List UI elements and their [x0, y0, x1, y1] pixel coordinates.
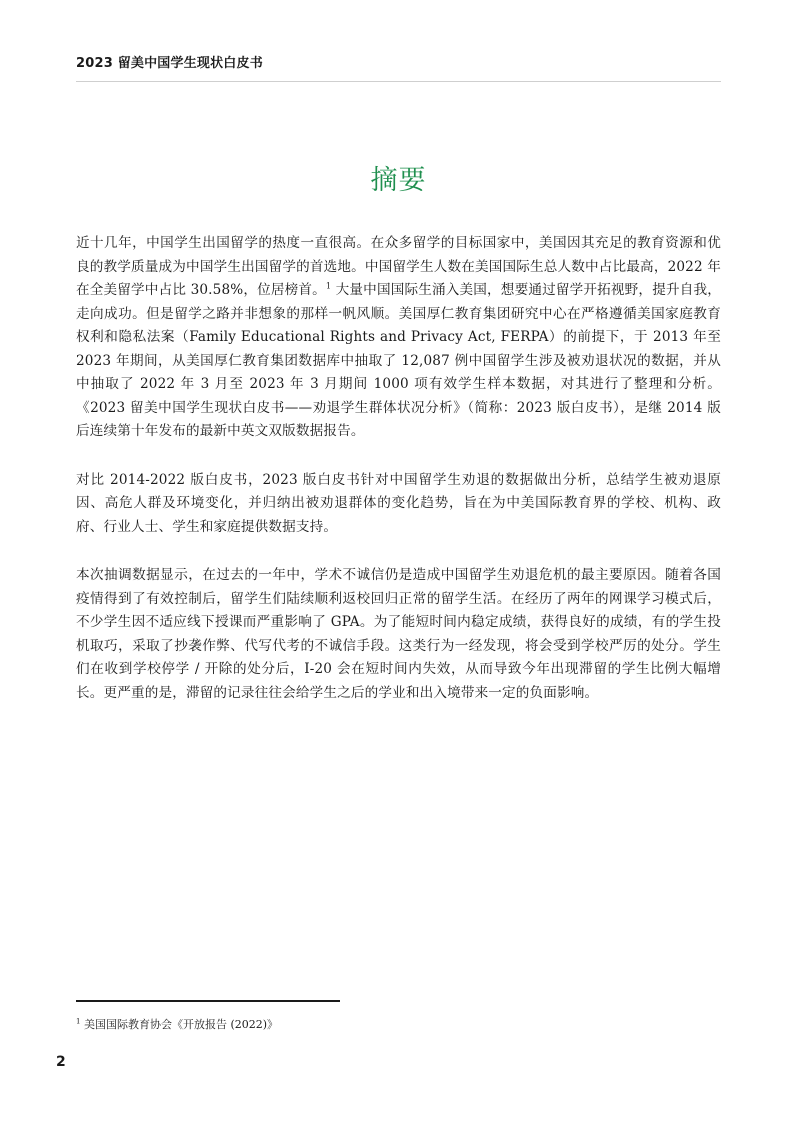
- body-text: [76, 232, 721, 730]
- paragraph-intro-part-a: 近十几年，中国学生出国留学的热度一直很高。在众多留学的目标国家中，美国因其充足的教育资源和优良的教学质量成为中国学生出国留学的首选地。中国留学生人数在美国国际生总人数中占比最高，2022 年在全美留学中占比 30.58%，位居榜首。: [76, 235, 721, 298]
- page-number: 2: [56, 1054, 66, 1070]
- paragraph-comparison: 对比 2014-2022 版白皮书，2023 版白皮书针对中国留学生劝退的数据做出分析，总结学生被劝退原因、高危人群及环境变化，并归纳出被劝退群体的变化趋势，旨在为中美国际教育界的学校、机构、政府、行业人士、学生和家庭提供数据支持。: [76, 471, 721, 535]
- running-header: 2023 留美中国学生现状白皮书: [76, 56, 263, 71]
- footnote-divider: [76, 1000, 340, 1002]
- header-divider: [76, 81, 721, 82]
- paragraph-findings: 本次抽调数据显示，在过去的一年中，学术不诚信仍是造成中国留学生劝退危机的最主要原因。随着各国疫情得到了有效控制后，留学生们陆续顺利返校回归正常的留学生活。在经历了两年的网课学习模式后，不少学生因不适应线下授课而严重影响了 GPA。为了能短时间内稳定成绩，获得良好的成绩，有的学生投机取巧，采取了抄袭作弊、代写代考的不诚信手段。这类行为一经发现，将会受到学校严厉的处分。学生们在收到学校停学 / 开除的处分后，I-20 会在短时间内失效，从而导致今年出现滞留的学生比例大幅增长。更严重的是，滞留的记录往往会给学生之后的学业和出入境带来一定的负面影响。: [76, 567, 721, 701]
- footnote-marker: 1: [76, 1017, 81, 1026]
- footnote-reference[interactable]: 1: [325, 281, 332, 291]
- paragraph-intro-part-b: 大量中国国际生涌入美国，想要通过留学开拓视野，提升自我，走向成功。但是留学之路并非想象的那样一帆风顺。美国厚仁教育集团研究中心在严格遵循美国家庭教育权利和隐私法案（Family Educational Rights and Privacy Act, FERPA）的前提下，于 2013 年至 2023 年期间，从美国厚仁教育集团数据库中抽取了 12,087 例中国留学生涉及被劝退状况的数据，并从中抽取了 2022 年 3 月至 2023 年 3 月期间 1000 项有效学生样本数据，对其进行了整理和分析。《2023 留美中国学生现状白皮书——劝退学生群体状况分析》（简称：2023 版白皮书），是继 2014 版后连续第十年发布的最新中英文双版数据报告。: [76, 282, 721, 439]
- paragraph-intro: [76, 232, 721, 444]
- page-title: 摘要: [370, 165, 427, 196]
- footnote: [76, 1016, 278, 1032]
- footnote-text: 美国国际教育协会《开放报告 (2022)》: [80, 1018, 279, 1031]
